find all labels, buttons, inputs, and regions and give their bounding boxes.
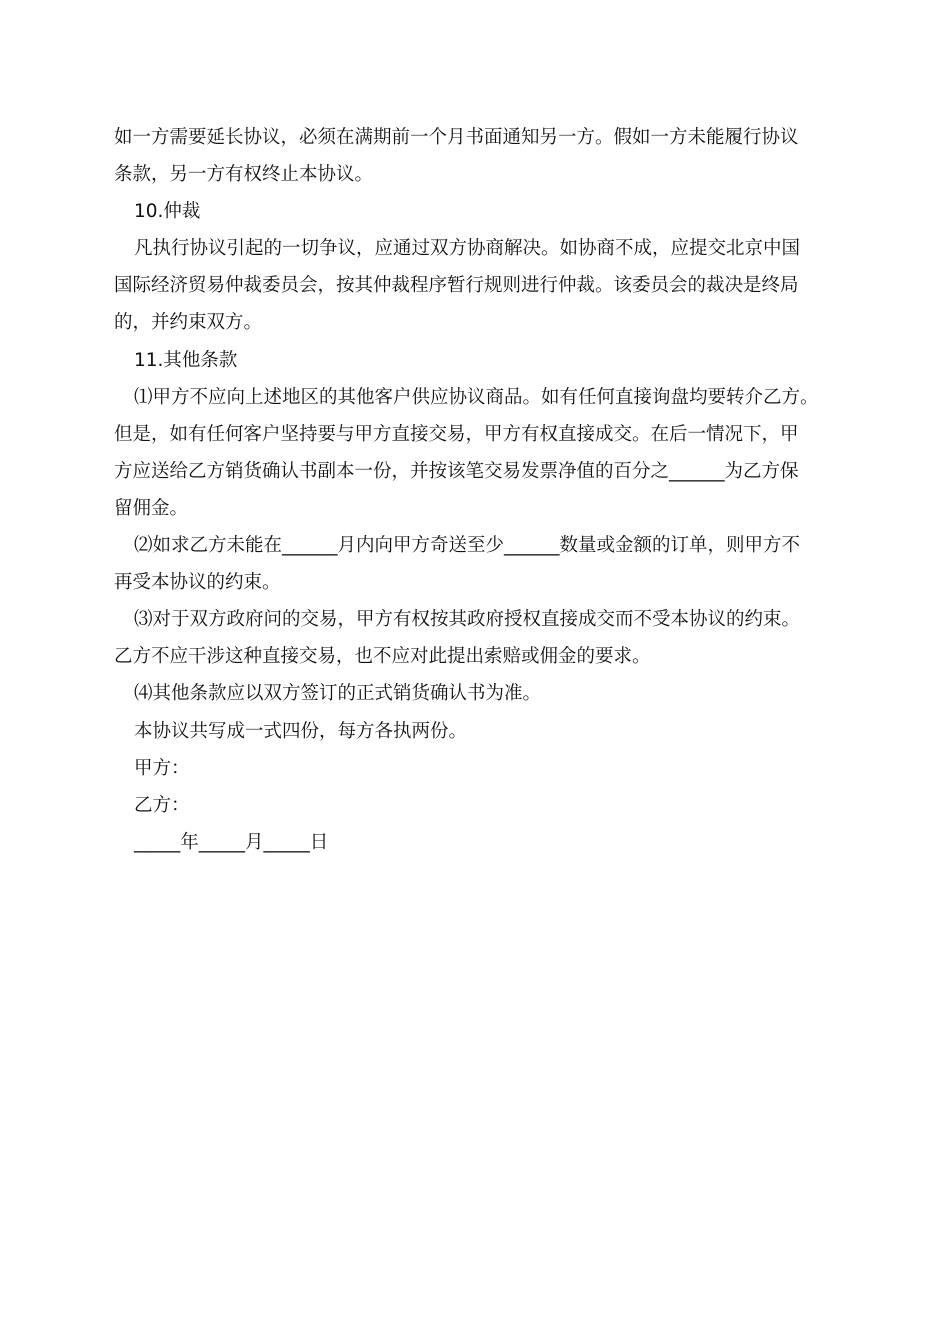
document-body [114, 119, 842, 861]
section-heading-other-terms: 11.其他条款 [134, 349, 238, 371]
arbitration-text-line-3: 的，并约束双方。 [114, 312, 263, 334]
section-heading-arbitration: 10.仲裁 [134, 201, 201, 223]
arbitration-text-line-2: 国际经济贸易仲裁委员会，按其仲裁程序暂行规则进行仲裁。该委员会的裁决是终局 [114, 275, 799, 297]
other-terms-item-2-line-1: ⑵如求乙方未能在______月内向甲方奇送至少______数量或金额的订单，则甲方不 [134, 535, 801, 557]
other-terms-item-3-line-2: 乙方不应干涉这种直接交易，也不应对此提出索赔或佣金的要求。 [114, 646, 651, 668]
other-terms-item-1-line-4: 留佣金。 [114, 497, 189, 519]
other-terms-item-1-line-1: ⑴甲方不应向上述地区的其他客户供应协议商品。如有任何直接询盘均要转介乙方。 [134, 386, 819, 408]
other-terms-item-1-line-2: 但是，如有任何客户坚持要与甲方直接交易，甲方有权直接成交。在后一情况下，甲 [114, 423, 799, 445]
other-terms-item-3-line-1: ⑶对于双方政府问的交易，甲方有权按其政府授权直接成交而不受本协议的约束。 [134, 609, 801, 631]
clause-9-text-line-2: 条款，另一方有权终止本协议。 [114, 164, 374, 186]
arbitration-text-line-1: 凡执行协议引起的一切争议，应通过双方协商解决。如协商不成，应提交北京中国 [134, 238, 801, 260]
copies-statement: 本协议共写成一式四份，每方各执两份。 [134, 720, 468, 742]
party-b-signature-label: 乙方： [134, 794, 190, 816]
clause-9-text-line-1: 如一方需要延长协议，必须在满期前一个月书面通知另一方。假如一方未能履行协议 [114, 127, 799, 148]
other-terms-item-4: ⑷其他条款应以双方签订的正式销货确认书为准。 [134, 683, 542, 705]
party-a-signature-label: 甲方： [134, 757, 190, 779]
other-terms-item-2-line-2: 再受本协议的约束。 [114, 572, 281, 594]
other-terms-item-1-line-3: 方应送给乙方销货确认书副本一份，并按该笔交易发票净值的百分之______为乙方保 [114, 460, 799, 482]
date-line: _____年_____月_____日 [134, 831, 329, 853]
